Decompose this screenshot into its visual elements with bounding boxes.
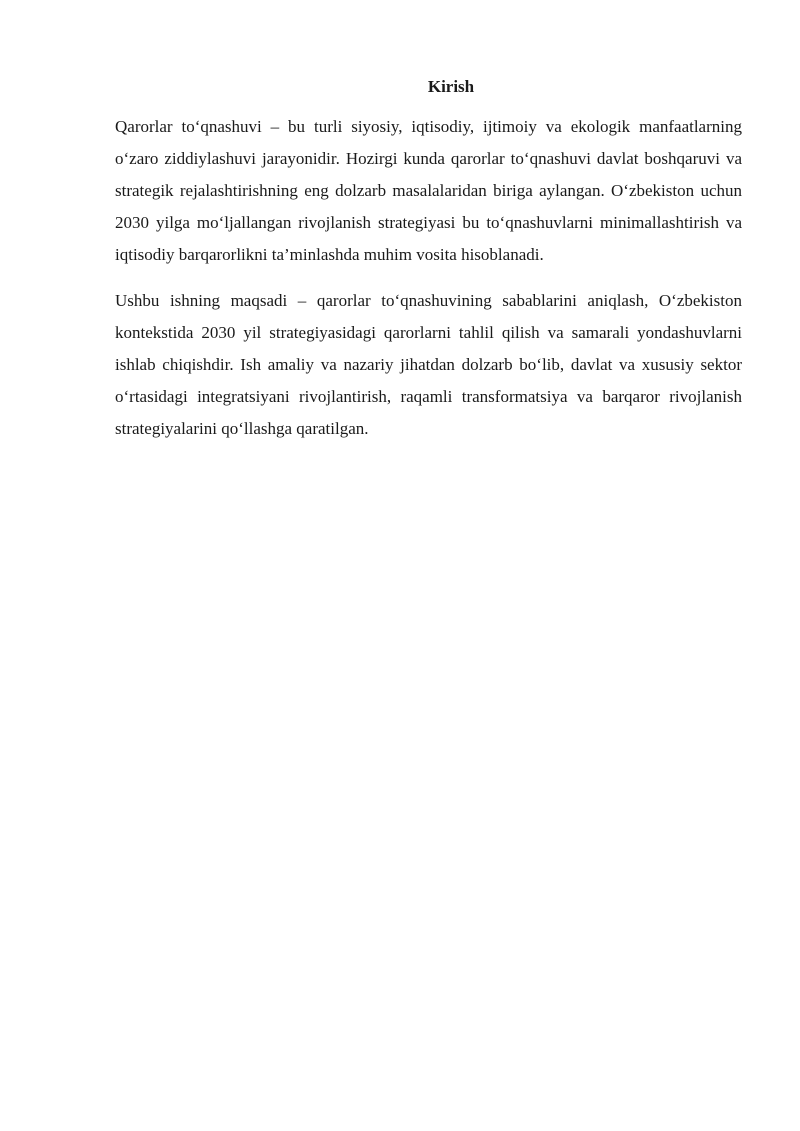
section-title: Kirish: [427, 77, 475, 96]
paragraph-2: Ushbu ishning maqsadi – qarorlar to‘qnashuvining sabablarini aniqlash, O‘zbekiston kontekstida 2030 yil strategiyasidagi qarorlarni tahlil qilish va samarali yondashuvlarni ishlab chiqishdir. Ish amaliy va nazariy jihatdan dolzarb bo‘lib, davlat va xususiy sektor o‘rtasidagi integratsiyani rivojlantirish, raqamli transformatsiya va barqaror rivojlanish strategiyalarini qo‘llashga qaratilgan.: [115, 291, 742, 438]
paragraph-1: Qarorlar to‘qnashuvi – bu turli siyosiy, iqtisodiy, ijtimoiy va ekologik manfaatlarning o‘zaro ziddiylashuvi jarayonidir. Hozirgi kunda qarorlar to‘qnashuvi davlat boshqaruvi va strategik rejalashtirishning eng dolzarb masalalaridan biriga aylangan. O‘zbekiston uchun 2030 yilga mo‘ljallangan rivojlanish strategiyasi bu to‘qnashuvlarni minimallashtirish va iqtisodiy barqarorlikni ta’minlashda muhim vosita hisoblanadi.: [115, 117, 742, 264]
document-body: [115, 72, 742, 459]
